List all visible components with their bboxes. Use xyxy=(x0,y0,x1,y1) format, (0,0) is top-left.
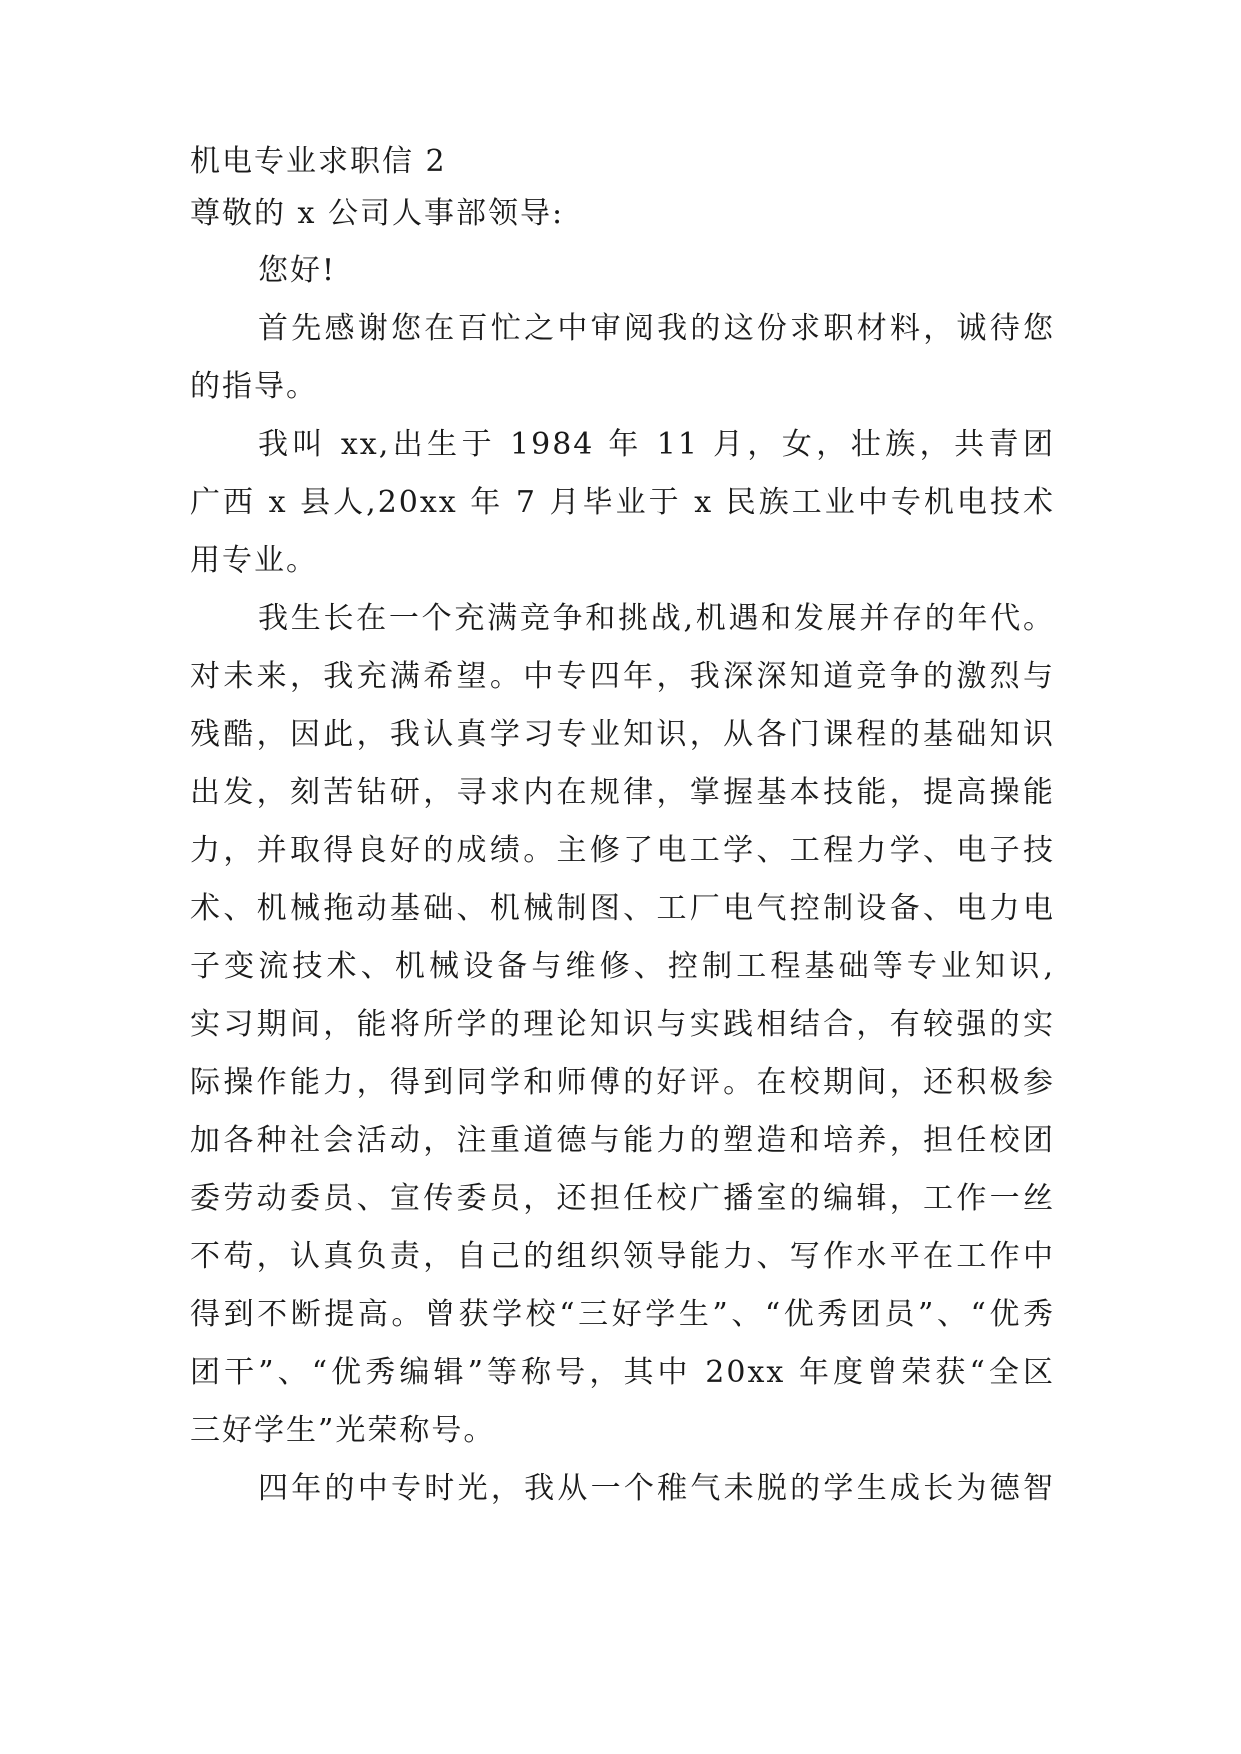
letter-greeting: 您好! xyxy=(258,253,337,288)
letter-title: 机电专业求职信 2 xyxy=(190,144,447,179)
paragraph-line: 委劳动委员、宣传委员，还担任校广播室的编辑，工作一丝 xyxy=(190,1181,1055,1216)
paragraph-line: 我叫 xx,出生于 1984 年 11 月，女，壮族，共青团 xyxy=(258,427,1055,462)
paragraph-line: 我生长在一个充满竞争和挑战,机遇和发展并存的年代。 xyxy=(258,601,1055,636)
paragraph-line: 得到不断提高。曾获学校“三好学生”、“优秀团员”、“优秀 xyxy=(190,1297,1055,1332)
paragraph-line: 广西 x 县人,20xx 年 7 月毕业于 x 民族工业中专机电技术 xyxy=(190,485,1055,520)
paragraph-line: 对未来，我充满希望。中专四年，我深深知道竞争的激烈与 xyxy=(190,659,1055,694)
paragraph-line: 三好学生”光荣称号。 xyxy=(190,1413,496,1448)
paragraph-line: 不苟，认真负责，自己的组织领导能力、写作水平在工作中 xyxy=(190,1239,1055,1274)
letter-body xyxy=(190,138,1055,1518)
paragraph-line: 际操作能力，得到同学和师傅的好评。在校期间，还积极参 xyxy=(190,1065,1055,1100)
paragraph-line: 出发，刻苦钻研，寻求内在规律，掌握基本技能，提高操能 xyxy=(190,775,1055,810)
paragraph-line: 首先感谢您在百忙之中审阅我的这份求职材料，诚待您 xyxy=(258,311,1055,346)
letter-salutation: 尊敬的 x 公司人事部领导: xyxy=(190,196,565,231)
paragraph-line: 力，并取得良好的成绩。主修了电工学、工程力学、电子技 xyxy=(190,833,1055,868)
paragraph-line: 子变流技术、机械设备与维修、控制工程基础等专业知识, xyxy=(190,949,1055,984)
paragraph-line: 团干”、“优秀编辑”等称号，其中 20xx 年度曾荣获“全区 xyxy=(190,1355,1055,1390)
paragraph-line: 实习期间，能将所学的理论知识与实践相结合，有较强的实 xyxy=(190,1007,1055,1042)
paragraph-line: 加各种社会活动，注重道德与能力的塑造和培养，担任校团 xyxy=(190,1123,1055,1158)
paragraph-line: 的指导。 xyxy=(190,369,318,404)
paragraph-line: 残酷，因此，我认真学习专业知识，从各门课程的基础知识 xyxy=(190,717,1055,752)
paragraph-line: 用专业。 xyxy=(190,543,318,578)
paragraph-line: 术、机械拖动基础、机械制图、工厂电气控制设备、电力电 xyxy=(190,891,1055,926)
paragraph-line: 四年的中专时光，我从一个稚气未脱的学生成长为德智 xyxy=(258,1471,1055,1506)
